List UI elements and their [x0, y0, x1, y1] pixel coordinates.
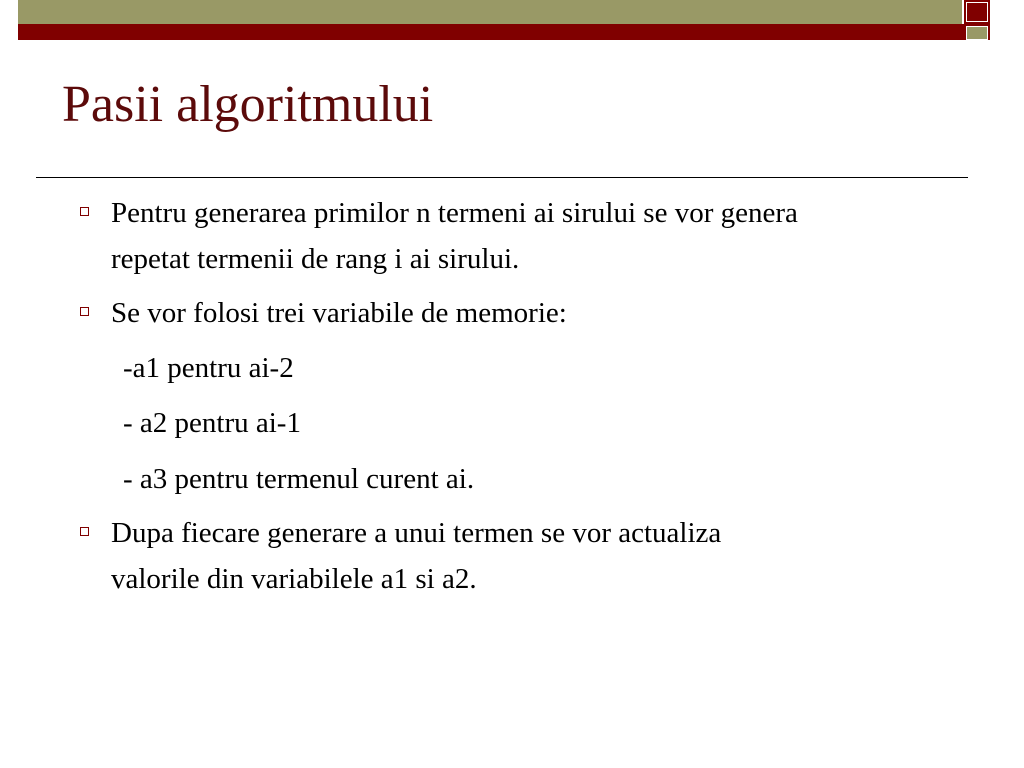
bullet-1-line-1: Pentru generarea primilor n termeni ai sirului se vor genera	[111, 197, 798, 229]
bullet-3-line-2: valorile din variabilele a1 si a2.	[111, 563, 477, 595]
bullet-3-line-1: Dupa fiecare generare a unui termen se vor actualiza	[111, 517, 722, 549]
bullet-text-1	[111, 190, 941, 282]
title-divider	[36, 177, 968, 178]
sub-item-a1: -a1 pentru ai-2	[123, 352, 294, 384]
bullet-text-2	[111, 290, 941, 336]
header-band-olive	[18, 0, 962, 24]
slide-title: Pasii algoritmului	[62, 76, 434, 133]
sub-item-a2: - a2 pentru ai-1	[123, 407, 301, 439]
header-band-red	[18, 24, 990, 40]
hollow-square-bullet-icon	[80, 527, 89, 536]
bullet-text-3	[111, 510, 941, 602]
hollow-square-bullet-icon	[80, 307, 89, 316]
corner-square-top	[966, 2, 988, 22]
bullet-1-line-2: repetat termenii de rang i ai sirului.	[111, 243, 520, 275]
corner-square-bottom	[966, 26, 988, 40]
bullet-2-line-1: Se vor folosi trei variabile de memorie:	[111, 297, 567, 329]
sub-item-a3: - a3 pentru termenul curent ai.	[123, 463, 475, 495]
hollow-square-bullet-icon	[80, 207, 89, 216]
